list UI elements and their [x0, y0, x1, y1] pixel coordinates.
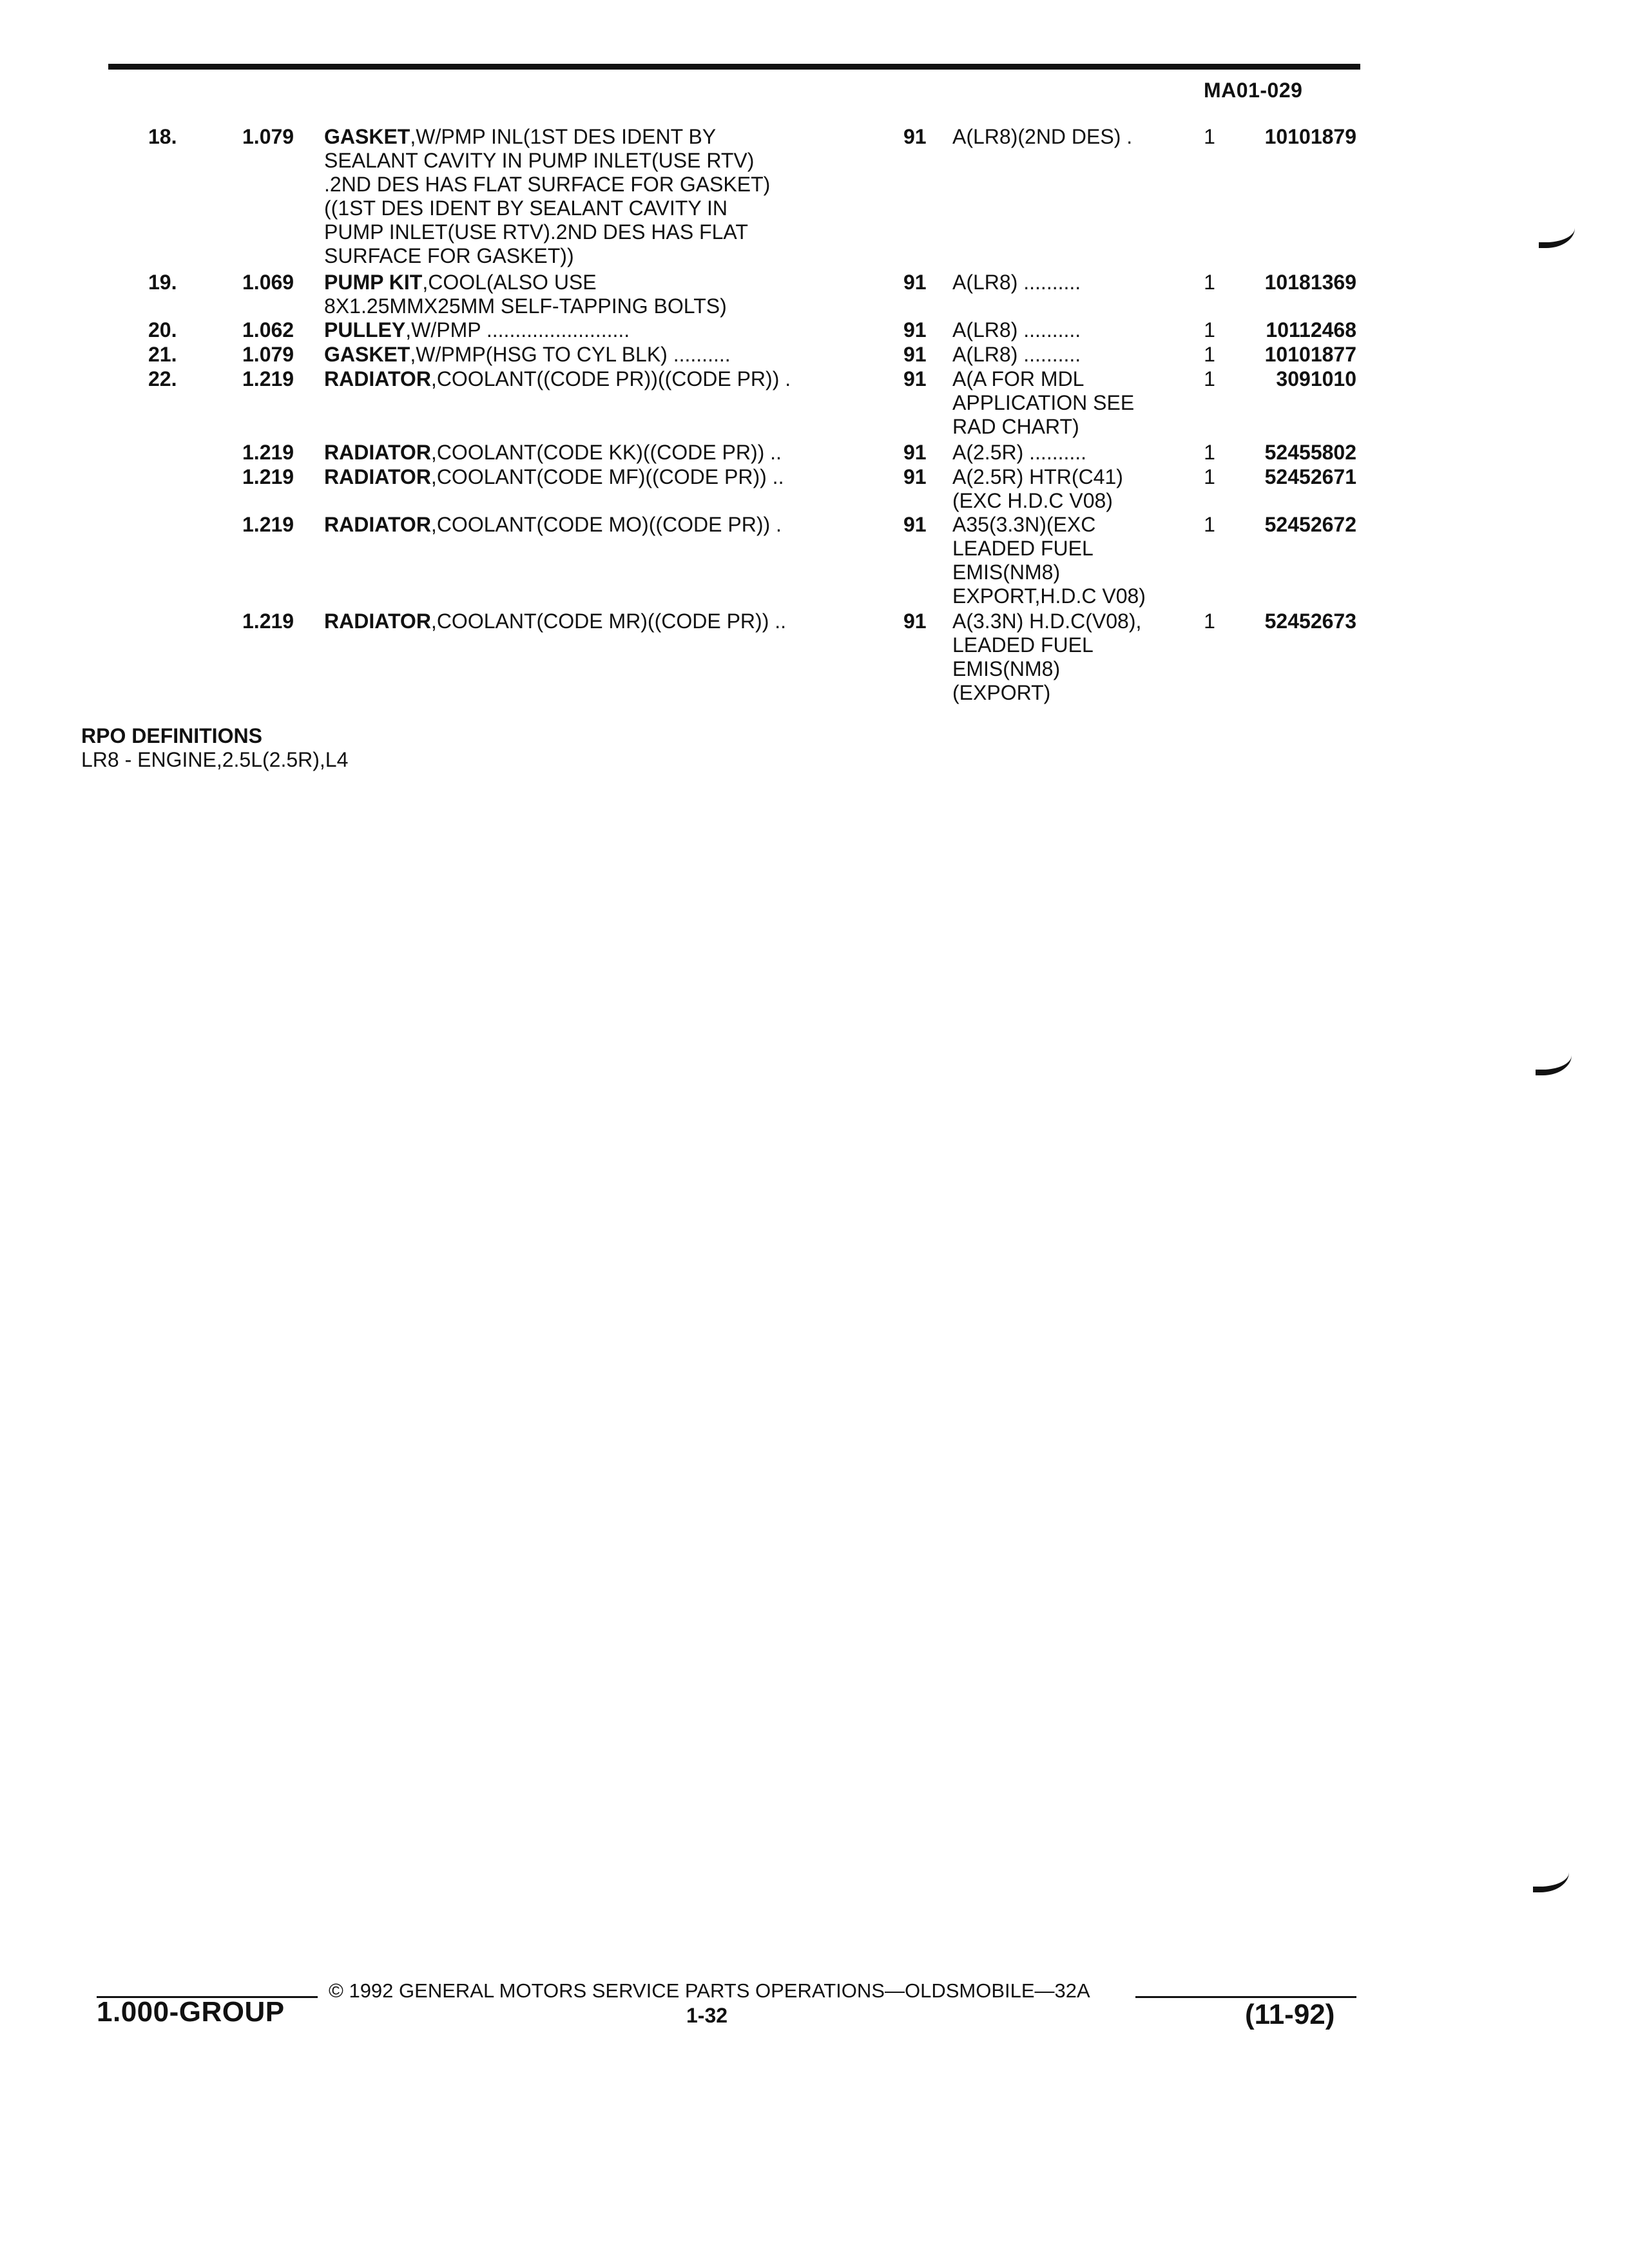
- description-line: [324, 441, 885, 465]
- application-line: A(LR8) ..........: [952, 318, 1081, 341]
- part-name: PUMP KIT: [324, 271, 423, 294]
- part-description: [324, 513, 885, 537]
- application: [952, 318, 1191, 342]
- group-number: 1.219: [242, 513, 294, 536]
- footer-group: 1.000-GROUP: [97, 1996, 285, 2028]
- group-number: 1.219: [242, 367, 294, 390]
- application: [952, 367, 1191, 439]
- part-name: RADIATOR: [324, 465, 431, 488]
- application: [952, 441, 1191, 465]
- part-number: 52455802: [1264, 441, 1356, 464]
- application-line: A(A FOR MDL: [952, 367, 1084, 390]
- application-line: A(LR8) ..........: [952, 271, 1081, 294]
- part-number: 52452672: [1264, 513, 1356, 536]
- description-text: ,W/PMP(HSG TO CYL BLK) ..........: [410, 343, 731, 366]
- model-year: 91: [903, 465, 927, 488]
- application-line: A(2.5R) HTR(C41): [952, 465, 1123, 488]
- description-text: ,COOLANT(CODE KK)((CODE PR)) ..: [430, 441, 782, 464]
- part-description: [324, 318, 885, 342]
- group-number: 1.062: [242, 318, 294, 341]
- model-year: 91: [903, 513, 927, 536]
- part-name: GASKET: [324, 125, 410, 148]
- part-description: [324, 343, 885, 367]
- application: [952, 513, 1191, 608]
- description-text: ,COOLANT(CODE MR)((CODE PR)) ..: [430, 610, 787, 633]
- footer-date: (11-92): [1245, 1999, 1335, 2030]
- description-line: [324, 125, 885, 149]
- description-text: ,COOLANT((CODE PR))((CODE PR)) .: [430, 367, 791, 390]
- description-line: 8X1.25MMX25MM SELF-TAPPING BOLTS): [324, 294, 727, 318]
- application-line: A(LR8)(2ND DES) .: [952, 125, 1133, 148]
- application-line: APPLICATION SEE: [952, 391, 1135, 414]
- rpo-definitions: [81, 724, 348, 772]
- item-number: 18.: [148, 125, 177, 148]
- application: [952, 125, 1191, 149]
- item-number: 21.: [148, 343, 177, 366]
- part-description: [324, 125, 885, 268]
- footer-page-number: 1-32: [686, 2004, 728, 2027]
- quantity: 1: [1204, 271, 1215, 294]
- group-number: 1.079: [242, 343, 294, 366]
- model-year: 91: [903, 125, 927, 148]
- description-text: ,W/PMP .........................: [405, 318, 630, 341]
- quantity: 1: [1204, 318, 1215, 341]
- rpo-definition: LR8 - ENGINE,2.5L(2.5R),L4: [81, 748, 349, 771]
- application-line: EMIS(NM8): [952, 657, 1061, 680]
- binder-mark: [1533, 1867, 1569, 1892]
- application-line: A(2.5R) ..........: [952, 441, 1087, 464]
- application: [952, 271, 1191, 294]
- group-number: 1.219: [242, 465, 294, 488]
- part-name: GASKET: [324, 343, 410, 366]
- quantity: 1: [1204, 441, 1215, 464]
- description-line: SURFACE FOR GASKET)): [324, 244, 574, 267]
- group-number: 1.219: [242, 610, 294, 633]
- footer-rule-right: [1135, 1996, 1356, 1998]
- application: [952, 465, 1191, 513]
- quantity: 1: [1204, 367, 1215, 390]
- description-line: SEALANT CAVITY IN PUMP INLET(USE RTV): [324, 149, 755, 172]
- application-line: A35(3.3N)(EXC: [952, 513, 1096, 536]
- model-year: 91: [903, 441, 927, 464]
- description-line: [324, 343, 885, 367]
- part-name: RADIATOR: [324, 367, 431, 390]
- part-name: PULLEY: [324, 318, 406, 341]
- application-line: EMIS(NM8): [952, 561, 1061, 584]
- group-number: 1.069: [242, 271, 294, 294]
- part-number: 10181369: [1264, 271, 1356, 294]
- description-line: [324, 513, 885, 537]
- description-line: [324, 271, 885, 294]
- part-name: RADIATOR: [324, 610, 431, 633]
- quantity: 1: [1204, 343, 1215, 366]
- model-year: 91: [903, 271, 927, 294]
- application-line: A(LR8) ..........: [952, 343, 1081, 366]
- application-line: A(3.3N) H.D.C(V08),: [952, 610, 1142, 633]
- application-line: RAD CHART): [952, 415, 1079, 438]
- group-number: 1.079: [242, 125, 294, 148]
- application-line: EXPORT,H.D.C V08): [952, 584, 1146, 608]
- item-number: 19.: [148, 271, 177, 294]
- quantity: 1: [1204, 610, 1215, 633]
- item-number: 22.: [148, 367, 177, 390]
- quantity: 1: [1204, 513, 1215, 536]
- description-line: [324, 610, 885, 633]
- application: [952, 610, 1191, 705]
- part-number: 10101879: [1264, 125, 1356, 148]
- description-line: [324, 465, 885, 489]
- part-description: [324, 367, 885, 391]
- document-code: MA01-029: [1204, 79, 1303, 102]
- application-line: (EXPORT): [952, 681, 1051, 704]
- description-text: ,COOL(ALSO USE: [422, 271, 597, 294]
- binder-mark: [1539, 223, 1575, 248]
- part-description: [324, 465, 885, 489]
- part-name: RADIATOR: [324, 441, 431, 464]
- part-description: [324, 610, 885, 633]
- item-number: 20.: [148, 318, 177, 341]
- part-name: RADIATOR: [324, 513, 431, 536]
- footer-copyright: © 1992 GENERAL MOTORS SERVICE PARTS OPERATIONS—OLDSMOBILE—32A: [329, 1979, 1090, 2002]
- part-description: [324, 441, 885, 465]
- model-year: 91: [903, 610, 927, 633]
- part-description: [324, 271, 885, 318]
- application-line: (EXC H.D.C V08): [952, 489, 1113, 512]
- application-line: LEADED FUEL: [952, 537, 1094, 560]
- rpo-title: RPO DEFINITIONS: [81, 724, 262, 747]
- part-number: 10112468: [1266, 318, 1356, 341]
- part-number: 52452673: [1264, 610, 1356, 633]
- group-number: 1.219: [242, 441, 294, 464]
- model-year: 91: [903, 318, 927, 341]
- model-year: 91: [903, 343, 927, 366]
- description-line: [324, 318, 885, 342]
- description-text: ,W/PMP INL(1ST DES IDENT BY: [410, 125, 717, 148]
- quantity: 1: [1204, 125, 1215, 148]
- description-line: PUMP INLET(USE RTV).2ND DES HAS FLAT: [324, 220, 748, 244]
- part-number: 3091010: [1276, 367, 1356, 390]
- part-number: 10101877: [1264, 343, 1356, 366]
- description-text: ,COOLANT(CODE MO)((CODE PR)) .: [430, 513, 782, 536]
- binder-mark: [1536, 1050, 1572, 1075]
- description-line: .2ND DES HAS FLAT SURFACE FOR GASKET): [324, 173, 771, 196]
- model-year: 91: [903, 367, 927, 390]
- description-line: ((1ST DES IDENT BY SEALANT CAVITY IN: [324, 197, 728, 220]
- part-number: 52452671: [1264, 465, 1356, 488]
- top-rule: [108, 64, 1360, 70]
- description-line: [324, 367, 885, 391]
- application-line: LEADED FUEL: [952, 633, 1094, 657]
- description-text: ,COOLANT(CODE MF)((CODE PR)) ..: [430, 465, 784, 488]
- application: [952, 343, 1191, 367]
- quantity: 1: [1204, 465, 1215, 488]
